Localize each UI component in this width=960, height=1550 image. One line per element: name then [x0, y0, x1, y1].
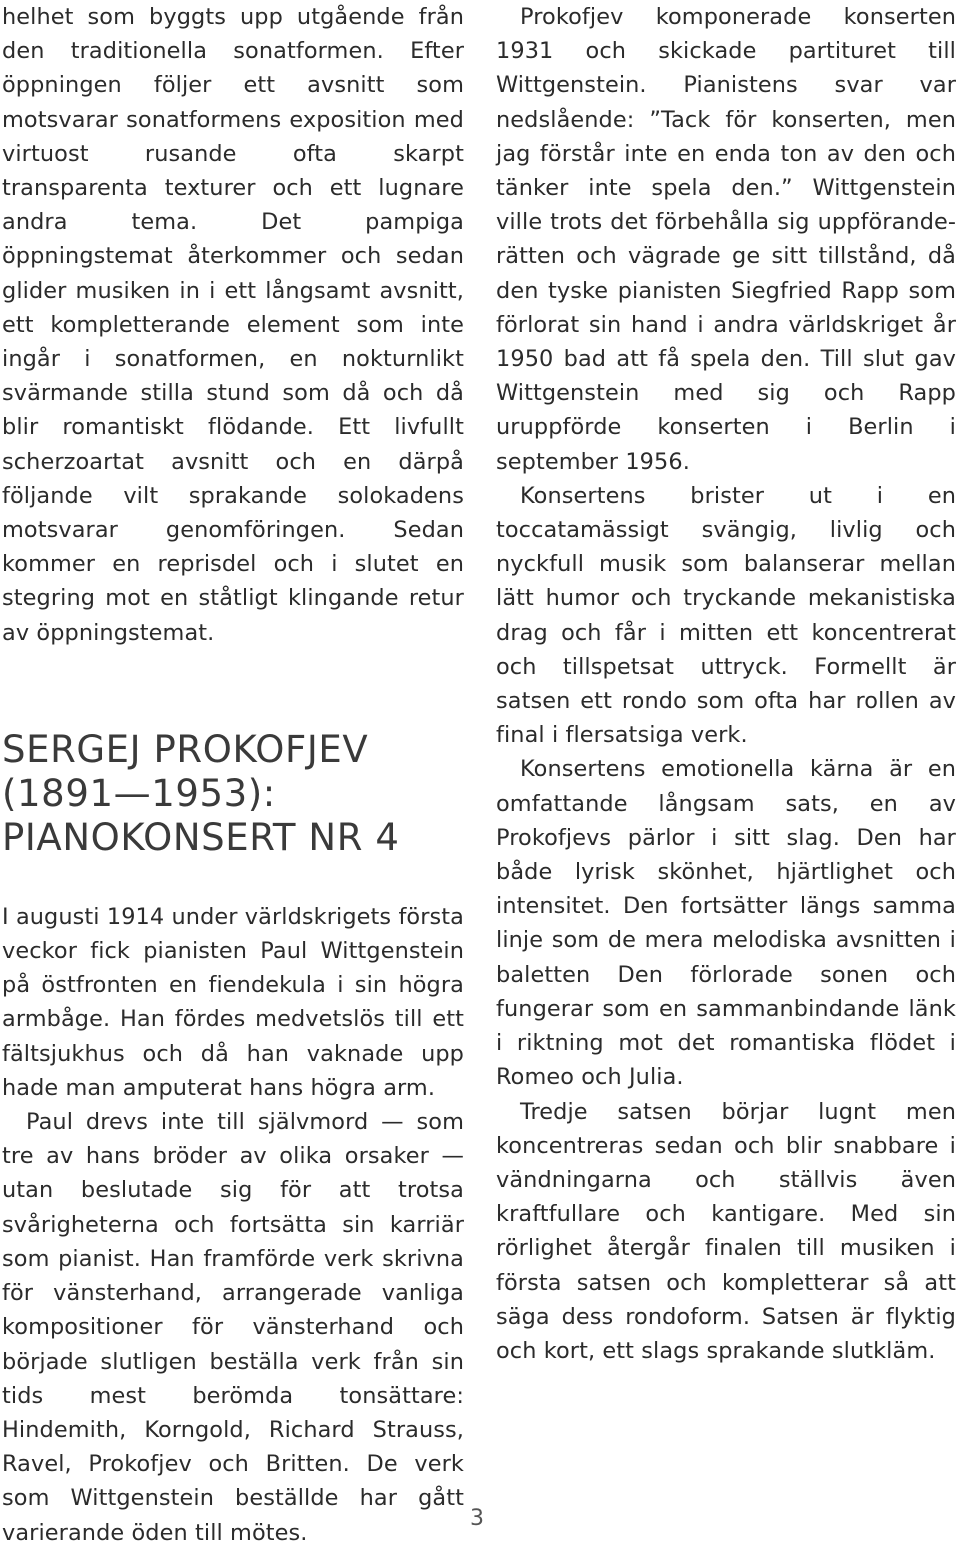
- heading-years: (1891—1953):: [2, 771, 276, 815]
- page-number: 3: [470, 1506, 484, 1531]
- body-paragraph: Konsertens brister ut i en toccatamässigt svängig, livlig och nyckfull musik som balanserar mellan lätt humor och tryckande mekanistiska drag och får i mitten ett koncentrerat och tillspetsat uttryck. Formellt är satsen ett rondo som ofta har rollen av final i flersatsiga verk.: [496, 482, 956, 749]
- heading-composer: SERGEJ PROKOFJEV: [2, 727, 369, 771]
- heading-work: PIANOKONSERT NR 4: [2, 815, 400, 859]
- body-paragraph: Prokofjev komponerade konserten 1931 och skickade partituret till Wittgenstein. Pianistens svar var nedslående: ”Tack för konserten, men jag förstår inte en enda ton av den och tänker inte spela den.” Wittgenstein ville trots det förbehålla sig uppföranderätten och vägrade ge sitt tillstånd, då den tyske pianisten Siegfried Rapp som förlorat sin hand i andra världskriget år 1950 bad att få spela den. Till slut gav Wittgenstein med sig och Rapp uruppförde konserten i Berlin i september 1956.: [496, 4, 956, 475]
- body-paragraph: Paul drevs inte till självmord — som tre av hans bröder av olika orsaker — utan beslutade sig för att trotsa svårigheterna och fortsätta sin karriär som pianist. Han framförde verk skrivna för vänsterhand, arrangerade vanliga kompositioner för vänsterhand och började slutligen beställa verk från sin tids mest berömda tonsättare: Hindemith, Korngold, Richard Strauss, Ravel, Prokofjev och Britten. De verk som Wittgenstein beställde har gått varierande öden till mötes.: [2, 1109, 464, 1546]
- right-column: [496, 0, 956, 1368]
- body-paragraph: I augusti 1914 under världskrigets första veckor fick pianisten Paul Wittgenstein på östfronten en fiendekula i sin högra armbåge. Han fördes medvetslös till ett fältsjukhus och då han vaknade upp hade man amputerat hans högra arm.: [2, 903, 464, 1101]
- section-heading: [2, 728, 464, 860]
- body-paragraph: Tredje satsen börjar lugnt men koncentreras sedan och blir snabbare i vändningarna och ställvis även kraftfullare och kantigare. Med sin rörlighet återgår finalen till musiken i första satsen och kompletterar så att säga dess rondoform. Satsen är flyktig och kort, ett slags sprakande slutkläm.: [496, 1098, 956, 1364]
- left-column: [2, 0, 464, 1550]
- intro-paragraph: helhet som byggts upp utgående från den traditionella sonatformen. Efter öppningen följer ett avsnitt som motsvarar sonatformens exposition med virtuost rusande ofta skarpt transparenta texturer och ett lugnare andra tema. Det pampiga öppningstemat återkommer och sedan glider musiken in i ett långsamt avsnitt, ett kompletterande element som inte ingår i sonatformen, en nokturnlikt svärmande stilla stund som då och då blir romantiskt flödande. Ett livfullt scherzoartat avsnitt och en därpå följande vilt sprakande solokadens motsvarar genomföringen. Sedan kommer en reprisdel och i slutet en stegring mot en ståtligt klingande retur av öppningstemat.: [2, 4, 464, 646]
- body-paragraph: Konsertens emotionella kärna är en omfattande långsam sats, en av Prokofjevs pärlor i sitt slag. Den har både lyrisk skönhet, hjärtlighet och intensitet. Den fortsätter längs samma linje som de mera melodiska avsnitten i baletten Den förlorade sonen och fungerar som en sammanbindande länk i riktning mot det romantiska flödet i Romeo och Julia.: [496, 756, 956, 1091]
